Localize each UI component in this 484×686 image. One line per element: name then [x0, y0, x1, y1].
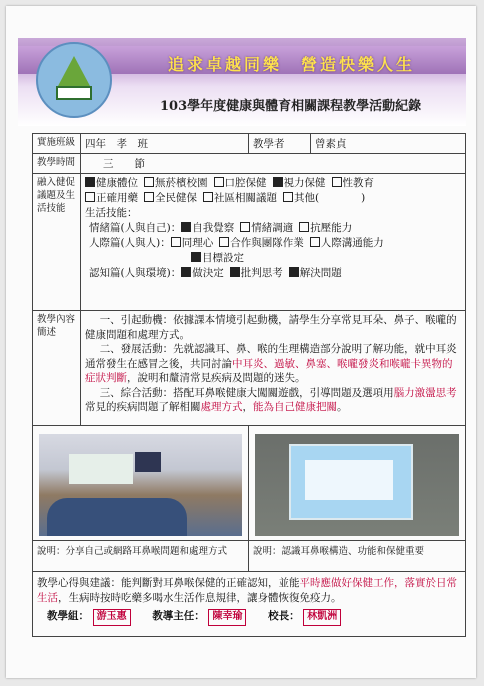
checkbox-topic1-2[interactable] — [214, 177, 224, 187]
option-label-topic1-4: 性教育 — [342, 177, 374, 189]
time-row — [33, 154, 466, 174]
reflection-row — [33, 572, 466, 637]
record-table — [32, 133, 466, 637]
photo-right-caption: 說明：認識耳鼻喉構造、功能和保健重要 — [249, 541, 466, 572]
checkbox-topic1-3[interactable] — [273, 177, 283, 187]
photo-left-caption: 說明：分享自己或網路耳鼻喉問題和處理方式 — [33, 541, 249, 572]
option-label-topic1-1: 無菸檳校園 — [155, 177, 208, 189]
p3-text-d: 。 — [337, 401, 348, 413]
time-value: 三 節 — [81, 154, 466, 174]
option-label-cognitive-0: 做決定 — [192, 267, 224, 279]
class-label: 實施班級 — [33, 134, 81, 154]
content-paragraph-1: 一、引起動機：依據課本情境引起動機，請學生分享常見耳朵、鼻子、喉嚨的健康問題和處理方式。 — [85, 314, 457, 341]
reflection-label: 教學心得與建議： — [37, 577, 121, 589]
p3-text-a: 三、綜合活動：搭配耳鼻喉健康大闖關遊戲，引導問題及選項用 — [99, 386, 394, 399]
social-title: 人際篇(人與人)： — [89, 237, 171, 249]
checkbox-topic2-0[interactable] — [85, 192, 95, 202]
reflection-text-1: 能判斷對耳鼻喉保健的正確認知，並能 — [121, 577, 300, 589]
option-label-topic2-3: 其他( ) — [294, 192, 366, 204]
header-banner — [18, 38, 466, 126]
whiteboard — [69, 454, 133, 484]
cognitive-title: 認知篇(人與環境)： — [89, 267, 182, 279]
checkbox-emotional-0[interactable] — [181, 222, 191, 232]
logo-tree-icon — [58, 56, 90, 86]
social-extra-line — [85, 251, 461, 266]
reflection-cell — [33, 572, 466, 637]
group-stamp: 游玉惠 — [93, 609, 131, 626]
time-label: 教學時間 — [33, 154, 81, 174]
option-label-topic2-0: 正確用藥 — [96, 192, 138, 204]
option-label-topic2-2: 社區相關議題 — [214, 192, 277, 204]
checkbox-topic2-3[interactable] — [283, 192, 293, 202]
p2-highlight: 中耳炎、過敏、鼻塞、喉嚨發炎和喉嚨卡異物的症狀判斷 — [85, 357, 453, 384]
document-page — [6, 6, 476, 678]
p3-highlight-2: 處理方式 — [200, 401, 243, 413]
emotional-title: 情緒篇(人與自己)： — [89, 222, 182, 234]
class-value: 四年 孝 班 — [81, 134, 249, 154]
p3-text-c: ， — [242, 401, 253, 413]
page-title: 103學年度健康與體育相關課程教學活動紀錄 — [160, 99, 422, 114]
classroom-photo-left — [39, 434, 242, 536]
checkbox-topic1-0[interactable] — [85, 177, 95, 187]
topics-label: 融入健促議題及生活技能 — [33, 174, 81, 311]
photo-left-cell — [33, 426, 249, 541]
reflection-text — [37, 576, 461, 605]
topics-line-2 — [85, 191, 461, 206]
p2-text-b: ，說明和釐清常見疾病及問題的迷失。 — [127, 372, 306, 384]
option-label-social-1: 合作與團隊作業 — [230, 237, 304, 249]
photo-right-cell — [249, 426, 466, 541]
checkbox-cognitive-2[interactable] — [289, 267, 299, 277]
option-label-social-extra-0: 目標設定 — [202, 252, 244, 264]
students-group — [47, 498, 187, 536]
projector-screen — [289, 444, 413, 520]
topics-row — [33, 174, 466, 311]
skills-title: 生活技能： — [85, 207, 138, 219]
class-row — [33, 134, 466, 154]
option-label-emotional-0: 自我覺察 — [192, 222, 235, 234]
reflection-text-2: ，生病時按時吃藥多喝水生活作息規律，讓身體恢復免疫力。 — [58, 591, 342, 604]
p3-highlight-1: 腦力激盪思考 — [393, 386, 457, 399]
option-label-social-2: 人際溝通能力 — [320, 237, 384, 249]
principal-label: 校長： — [268, 610, 300, 622]
checkbox-topic1-4[interactable] — [332, 177, 342, 187]
checkbox-topic1-1[interactable] — [144, 177, 154, 187]
checkbox-cognitive-1[interactable] — [230, 267, 240, 277]
option-label-topic2-1: 全民健保 — [155, 192, 197, 204]
content-paragraph-2 — [85, 342, 461, 386]
option-label-topic1-2: 口腔保健 — [224, 177, 267, 189]
checkbox-cognitive-0[interactable] — [181, 267, 191, 277]
principal-stamp: 林凱洲 — [303, 609, 341, 626]
checkbox-emotional-2[interactable] — [299, 222, 309, 232]
teacher-label: 教學者 — [249, 134, 311, 154]
social-line — [85, 236, 461, 251]
checkbox-emotional-1[interactable] — [240, 222, 250, 232]
checkbox-topic2-1[interactable] — [144, 192, 154, 202]
option-label-cognitive-1: 批判思考 — [240, 267, 283, 279]
topics-cell — [81, 174, 466, 311]
director-stamp: 陳幸瑜 — [208, 609, 246, 626]
option-label-social-0: 同理心 — [181, 237, 214, 249]
p2-text-a: 二、發展活動：先就認識耳、鼻、喉的生理構造部分說明了解功能，就中耳炎通常發生在感冒之後，共同討論 — [85, 343, 457, 370]
checkbox-social-1[interactable] — [219, 237, 229, 247]
signature-line — [37, 609, 461, 626]
p3-text-b: 常見的疾病問題了解相關 — [85, 401, 201, 413]
option-label-emotional-1: 情緒調適 — [251, 222, 294, 234]
emotional-line — [85, 221, 461, 236]
checkbox-social-extra-0[interactable] — [191, 252, 201, 262]
school-logo — [36, 42, 112, 118]
option-label-topic1-0: 健康體位 — [96, 177, 138, 189]
checkbox-social-0[interactable] — [171, 237, 181, 247]
director-label: 教導主任： — [152, 610, 205, 622]
classroom-photo-right — [255, 434, 459, 536]
content-row — [33, 311, 466, 426]
topics-line-1 — [85, 176, 461, 191]
reflection-highlight: 平時應做好保健工作，落實於日常生活 — [37, 577, 457, 604]
content-cell — [81, 311, 466, 426]
content-paragraph-3 — [85, 386, 461, 415]
checkbox-social-2[interactable] — [310, 237, 320, 247]
screen-content — [305, 460, 393, 500]
cognitive-line — [85, 266, 461, 281]
p3-highlight-3: 能為自己健康把關 — [253, 401, 337, 413]
photos-row — [33, 426, 466, 541]
slogan: 追求卓越同樂 營造快樂人生 — [168, 55, 416, 74]
classroom-tv — [135, 452, 161, 472]
option-label-topic1-3: 視力保健 — [283, 177, 326, 189]
option-label-emotional-2: 抗壓能力 — [310, 222, 353, 234]
logo-mark — [56, 86, 92, 100]
group-label: 教學組： — [47, 610, 89, 622]
content-label: 教學內容簡述 — [33, 311, 81, 426]
teacher-value: 曾素貞 — [311, 134, 466, 154]
option-label-cognitive-2: 解決問題 — [299, 267, 342, 279]
captions-row — [33, 541, 466, 572]
checkbox-topic2-2[interactable] — [203, 192, 213, 202]
